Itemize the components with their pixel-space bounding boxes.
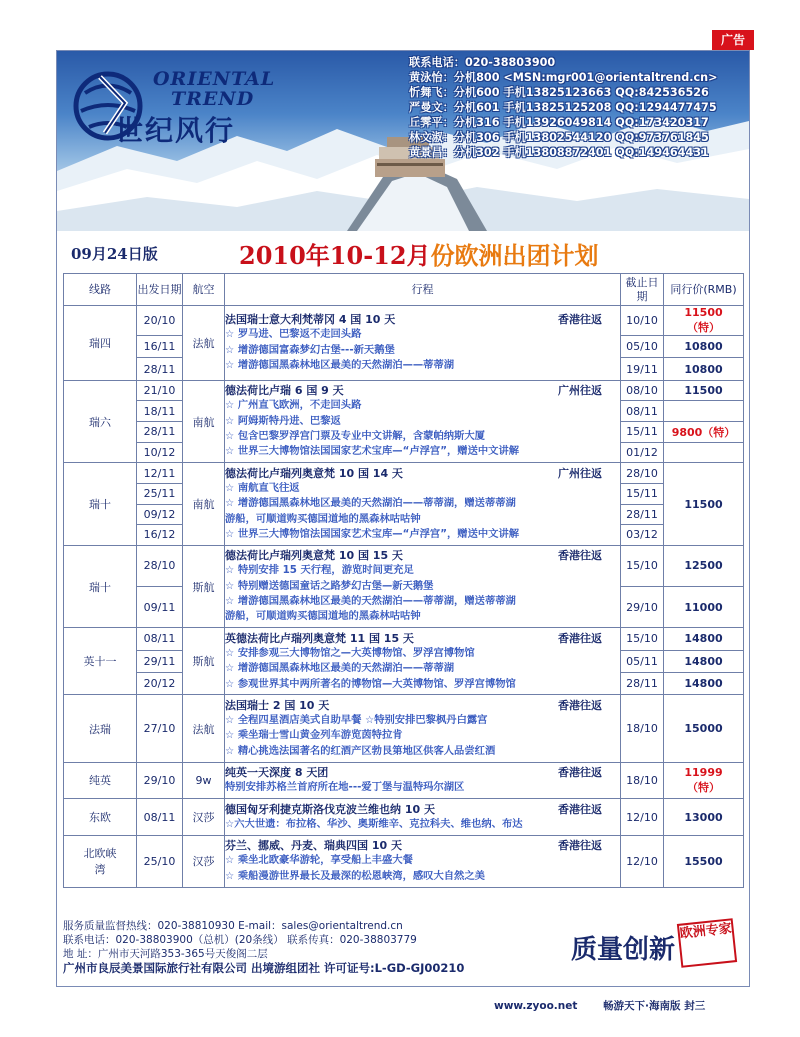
edition-label: 09月24日版 [71,245,158,263]
special-price-note: （特） [687,780,720,794]
itinerary-highlight: 游船，可顺道购买德国道地的黑森林咕咕钟 [225,512,421,525]
itinerary-cell [225,380,621,463]
route-cell: 瑞六 [64,380,137,463]
deadline-cell: 10/10 [621,306,664,336]
itinerary-highlight: ☆ 乘船漫游世界最长及最深的松恩峡湾，感叹大自然之美 [225,869,485,882]
itinerary-name: 德法荷比卢瑞列奥意梵 10 国 15 天 [225,549,403,563]
footer-address: 地 址：广州市天河路353-365号天俊阁二层 [63,948,268,960]
deadline-cell: 15/10 [621,628,664,650]
departure-date-cell: 20/12 [137,673,183,695]
departure-date-cell: 16/11 [137,336,183,358]
departure-date-cell: 29/10 [137,762,183,799]
ad-tag: 广告 [712,30,754,50]
itinerary-highlight: 特别安排苏格兰首府所在地---爱丁堡与温特玛尔湖区 [225,781,465,794]
itinerary-highlight: ☆ 乘坐瑞士雪山黄金列车游览茵特拉肯 [225,729,403,742]
itinerary-header: 行程 [225,274,621,306]
itinerary-title [225,765,620,780]
itinerary-cell [225,545,621,628]
price-cell [664,463,744,546]
route-header: 线路 [64,274,137,306]
deadline-cell: 15/10 [621,545,664,586]
departure-date-cell: 16/12 [137,525,183,546]
price-cell [664,799,744,836]
itinerary-highlight: ☆ 参观世界其中两所著名的博物馆—大英博物馆、罗浮宫博物馆 [225,677,516,690]
route-cell: 英十一 [64,628,137,695]
title-row [57,233,749,273]
airline-header: 航空 [183,274,225,306]
contact-line: 丘霁平：分机316 手机13926049814 QQ:173420317 [409,116,709,129]
route-cell: 法瑞 [64,695,137,762]
contact-line: 严曼文：分机601 手机13825125208 QQ:1294477475 [409,101,717,114]
itinerary-cell [225,835,621,887]
price-cell [664,358,744,380]
deadline-cell: 29/10 [621,587,664,628]
itinerary-highlight: 游船，可顺道购买德国道地的黑森林咕咕钟 [225,610,421,623]
table-row [64,695,744,762]
itinerary-name: 纯英一天深度 8 天团 [225,766,329,780]
itinerary-highlight: ☆ 增游德国黑森林地区最美的天然湖泊——蒂蒂湖 [225,359,455,372]
deadline-cell: 08/10 [621,380,664,401]
departure-date-cell: 09/12 [137,504,183,525]
site-url[interactable]: www.zyoo.net [494,1000,578,1012]
itinerary-highlight: ☆ 世界三大博物馆法国国家艺术宝库—“卢浮宫”，赠送中文讲解 [225,527,520,540]
publication-label: 畅游天下·海南版 封三 [603,1000,706,1012]
itinerary-name: 英德法荷比卢瑞列奥意梵 11 国 15 天 [225,631,414,645]
airline-cell: 南航 [183,463,225,546]
route-cell: 瑞十 [64,463,137,546]
itinerary-title [225,631,620,646]
itinerary-port: 香港往返 [558,802,602,816]
price-cell [664,695,744,762]
departure-date-cell: 10/12 [137,442,183,463]
itinerary-port: 广州往返 [558,466,602,480]
price-cell [664,650,744,672]
price-cell [664,380,744,401]
itinerary-cell [225,762,621,799]
itinerary-cell [225,628,621,695]
itinerary-port: 香港往返 [558,699,602,713]
table-row [64,380,744,401]
price-value: 13000 [684,810,723,824]
itinerary-name: 德法荷比卢瑞 6 国 9 天 [225,384,344,398]
itinerary-highlight: ☆ 增游德国黑森林地区最美的天然湖泊——蒂蒂湖 [225,662,455,675]
price-value: 11000 [684,600,723,614]
itinerary-highlight: ☆六大世遗：布拉格、华沙、奥斯维辛、克拉科夫、维也纳、布达 [225,817,523,830]
itinerary-title [225,838,620,853]
tour-flyer [56,50,750,987]
itinerary-highlight: ☆ 阿姆斯特丹进、巴黎返 [225,414,341,427]
table-row [64,835,744,887]
itinerary-cell [225,799,621,836]
airline-cell: 汉莎 [183,799,225,836]
itinerary-highlight: ☆ 增游德国黑森林地区最美的天然湖泊——蒂蒂湖，赠送蒂蒂湖 [225,497,516,510]
price-cell [664,336,744,358]
table-row [64,545,744,586]
itinerary-name: 法国瑞士意大利梵蒂冈 4 国 10 天 [225,313,396,327]
footer-company: 广州市良辰美景国际旅行社有限公司 出境游组团社 许可证号:L-GD-GJ00210 [63,961,465,975]
deadline-cell: 15/11 [621,422,664,443]
itinerary-title [225,802,620,817]
itinerary-highlight: ☆ 增游德国富森梦幻古堡---新天鹅堡 [225,343,395,356]
table-header-row [64,274,744,306]
price-header: 同行价(RMB) [664,274,744,306]
deadline-cell: 18/10 [621,695,664,762]
company-logo [65,63,315,153]
departure-date-cell: 25/10 [137,835,183,887]
deadline-cell: 28/11 [621,673,664,695]
banner [57,51,749,231]
departure-date-cell: 28/11 [137,358,183,380]
itinerary-highlight: ☆ 精心挑选法国著名的红酒产区勃艮第地区供客人品尝红酒 [225,744,496,757]
contact-line: 林文淑：分机306 手机13802544120 QQ:973761845 [409,131,709,144]
itinerary-port: 香港往返 [558,631,602,645]
itinerary-port: 香港往返 [558,839,602,853]
itinerary-title [225,466,620,481]
route-cell: 瑞四 [64,306,137,381]
brand-english: ORIENTAL TREND [153,68,276,110]
price-cell [664,835,744,887]
itinerary-highlight: ☆ 罗马进、巴黎返不走回头路 [225,328,362,341]
departure-date-cell: 12/11 [137,463,183,484]
itinerary-highlight: ☆ 包含巴黎罗浮宫门票及专业中文讲解，含蒙帕纳斯大厦 [225,430,485,443]
price-cell [664,306,744,336]
table-row [64,799,744,836]
price-value: 11999 [684,765,723,779]
deadline-cell: 08/11 [621,401,664,422]
price-value: 14800 [684,632,723,646]
departure-date-cell: 28/10 [137,545,183,586]
deadline-cell: 05/11 [621,650,664,672]
airline-cell: 斯航 [183,628,225,695]
contact-line: 黄景昌：分机302 手机13808872401 QQ:149464431 [409,146,709,159]
price-value: 10800 [684,340,723,354]
footer [63,919,743,979]
price-value: 14800 [684,654,723,668]
itinerary-cell [225,695,621,762]
deadline-cell: 28/10 [621,463,664,484]
price-value: 11500 [684,306,723,319]
itinerary-title [225,383,620,398]
departure-date-cell: 20/10 [137,306,183,336]
itinerary-highlight: ☆ 增游德国黑森林地区最美的天然湖泊——蒂蒂湖，赠送蒂蒂湖 [225,595,516,608]
deadline-cell: 05/10 [621,336,664,358]
itinerary-highlight: ☆ 世界三大博物馆法国国家艺术宝库—“卢浮宫”，赠送中文讲解 [225,445,520,458]
itinerary-title [225,698,620,713]
itinerary-name: 法国瑞士 2 国 10 天 [225,699,330,713]
contact-line: 联系电话：020-38803900 [409,56,556,69]
airline-cell: 法航 [183,695,225,762]
footer-hotline: 服务质量监督热线：020-38810930 E-mail：sales@orientaltrend.cn [63,920,403,932]
deadline-header: 截止日期 [621,274,664,306]
itinerary-name: 芬兰、挪威、丹麦、瑞典四国 10 天 [225,839,402,853]
table-row [64,628,744,650]
itinerary-port: 香港往返 [558,766,602,780]
itinerary-highlight: ☆ 南航直飞往返 [225,481,300,494]
departure-date-cell: 25/11 [137,483,183,504]
deadline-cell: 12/10 [621,799,664,836]
deadline-cell: 12/10 [621,835,664,887]
departure-date-cell: 27/10 [137,695,183,762]
airline-cell: 9w [183,762,225,799]
itinerary-port: 广州往返 [558,384,602,398]
tour-plan-table [63,273,744,888]
price-cell [664,673,744,695]
itinerary-highlight: ☆ 广州直飞欧洲，不走回头路 [225,399,362,412]
departure-header: 出发日期 [137,274,183,306]
price-value: 11500 [684,497,723,511]
price-value: 10800 [684,362,723,376]
price-value: 9800（特） [671,425,736,439]
deadline-cell: 28/11 [621,504,664,525]
price-value: 11500 [684,384,723,398]
itinerary-cell [225,463,621,546]
price-cell [664,422,744,443]
price-value: 12500 [684,559,723,573]
contact-list [409,55,749,160]
table-row [64,306,744,336]
table-row [64,463,744,484]
itinerary-name: 德法荷比卢瑞列奥意梵 10 国 14 天 [225,466,403,480]
airline-cell: 汉莎 [183,835,225,887]
route-cell: 东欧 [64,799,137,836]
price-cell [664,401,744,422]
price-value: 14800 [684,677,723,691]
special-price-note: （特） [687,321,720,334]
contact-line: 黄泳怡：分机800 <MSN:mgr001@orientaltrend.cn> [409,71,718,84]
itinerary-port: 香港往返 [558,313,602,327]
departure-date-cell: 21/10 [137,380,183,401]
departure-date-cell: 28/11 [137,422,183,443]
departure-date-cell: 29/11 [137,650,183,672]
price-cell [664,762,744,799]
itinerary-highlight: ☆ 特别安排 15 天行程，游览时间更充足 [225,564,414,577]
departure-date-cell: 18/11 [137,401,183,422]
route-cell: 瑞十 [64,545,137,628]
departure-date-cell: 08/11 [137,628,183,650]
deadline-cell: 15/11 [621,483,664,504]
brand-chinese: 世纪风行 [115,114,236,147]
page-footer [494,998,727,1013]
deadline-cell: 03/12 [621,525,664,546]
itinerary-highlight: ☆ 安排参观三大博物馆之—大英博物馆、罗浮宫博物馆 [225,646,475,659]
deadline-cell: 18/10 [621,762,664,799]
itinerary-highlight: ☆ 乘坐北欧豪华游轮，享受船上丰盛大餐 [225,854,413,867]
contact-line: 忻舞飞：分机600 手机13825123663 QQ:842536526 [409,86,709,99]
price-value: 15000 [684,722,723,736]
departure-date-cell: 09/11 [137,587,183,628]
deadline-cell: 01/12 [621,442,664,463]
price-cell [664,442,744,463]
route-cell: 北欧峡湾 [64,835,137,887]
table-row [64,762,744,799]
calligraphy-text: 质量创新 [571,935,676,965]
itinerary-name: 德国匈牙利捷克斯洛伐克波兰维也纳 10 天 [225,802,435,816]
quality-seal [561,921,741,979]
price-cell [664,545,744,586]
itinerary-title [225,548,620,563]
itinerary-highlight: ☆ 全程四星酒店美式自助早餐 ☆特别安排巴黎枫丹白露宫 [225,714,488,727]
airline-cell: 法航 [183,306,225,381]
price-cell [664,628,744,650]
departure-date-cell: 08/11 [137,799,183,836]
itinerary-cell [225,306,621,381]
airline-cell: 斯航 [183,545,225,628]
europe-expert-stamp: 欧洲专家 [677,918,737,968]
itinerary-highlight: ☆ 特别赠送德国童话之路梦幻古堡—新天鹅堡 [225,579,434,592]
itinerary-port: 香港往返 [558,549,602,563]
itinerary-title [225,312,620,327]
deadline-cell: 19/11 [621,358,664,380]
footer-phone: 联系电话：020-38803900（总机）(20条线） 联系传真：020-38803779 [63,934,417,946]
price-value: 15500 [684,854,723,868]
page-title: 2010年10-12月份欧洲出团计划 [239,241,599,270]
route-cell: 纯英 [64,762,137,799]
price-cell [664,587,744,628]
airline-cell: 南航 [183,380,225,463]
